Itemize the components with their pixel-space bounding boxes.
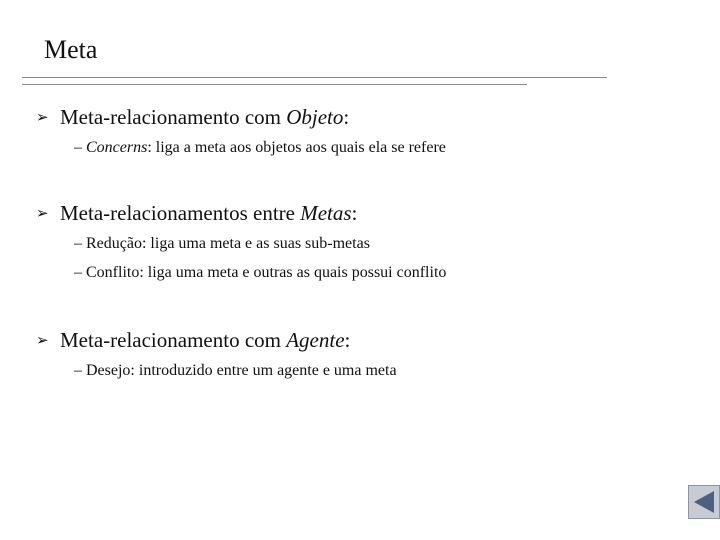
bullet-metas — [36, 200, 357, 226]
subitem-reducao — [74, 234, 370, 254]
title-divider-top — [22, 77, 607, 78]
bullet-agente — [36, 327, 350, 353]
triangle-left-icon — [689, 486, 719, 518]
subitem-emphasis: Concerns — [86, 139, 148, 156]
subitem-dash: – — [74, 139, 86, 156]
subitem-dash: – — [74, 235, 86, 252]
subitem-text: Redução: liga uma meta e as suas sub-metas — [86, 235, 370, 252]
title-divider-bottom — [22, 84, 527, 85]
bullet-prefix: Meta-relacionamento com — [60, 105, 287, 129]
bullet-suffix: : — [344, 328, 351, 352]
subitem-text: Conflito: liga uma meta e outras as quais possui conflito — [86, 264, 447, 281]
bullet-emphasis: Agente — [286, 328, 345, 352]
subitem-desejo — [74, 361, 397, 381]
bullet-prefix: Meta-relacionamento com — [60, 328, 287, 352]
subitem-text: Desejo: introduzido entre um agente e uma meta — [86, 362, 397, 379]
subitem-dash: – — [74, 362, 86, 379]
bullet-suffix: : — [343, 105, 350, 129]
bullet-emphasis: Objeto — [286, 105, 344, 129]
arrow-bullet-icon: ➢ — [36, 331, 49, 349]
subitem-dash: – — [74, 264, 86, 281]
slide-title: Meta — [44, 35, 98, 64]
previous-slide-button[interactable] — [688, 485, 720, 519]
bullet-suffix: : — [351, 201, 358, 225]
arrow-bullet-icon: ➢ — [36, 204, 49, 222]
subitem-conflito — [74, 263, 446, 283]
subitem-concerns — [74, 138, 446, 158]
bullet-objeto — [36, 104, 349, 130]
subitem-text: : liga a meta aos objetos aos quais ela se refere — [147, 139, 446, 156]
bullet-emphasis: Metas — [300, 201, 352, 225]
bullet-prefix: Meta-relacionamentos entre — [60, 201, 301, 225]
arrow-bullet-icon: ➢ — [36, 108, 49, 126]
